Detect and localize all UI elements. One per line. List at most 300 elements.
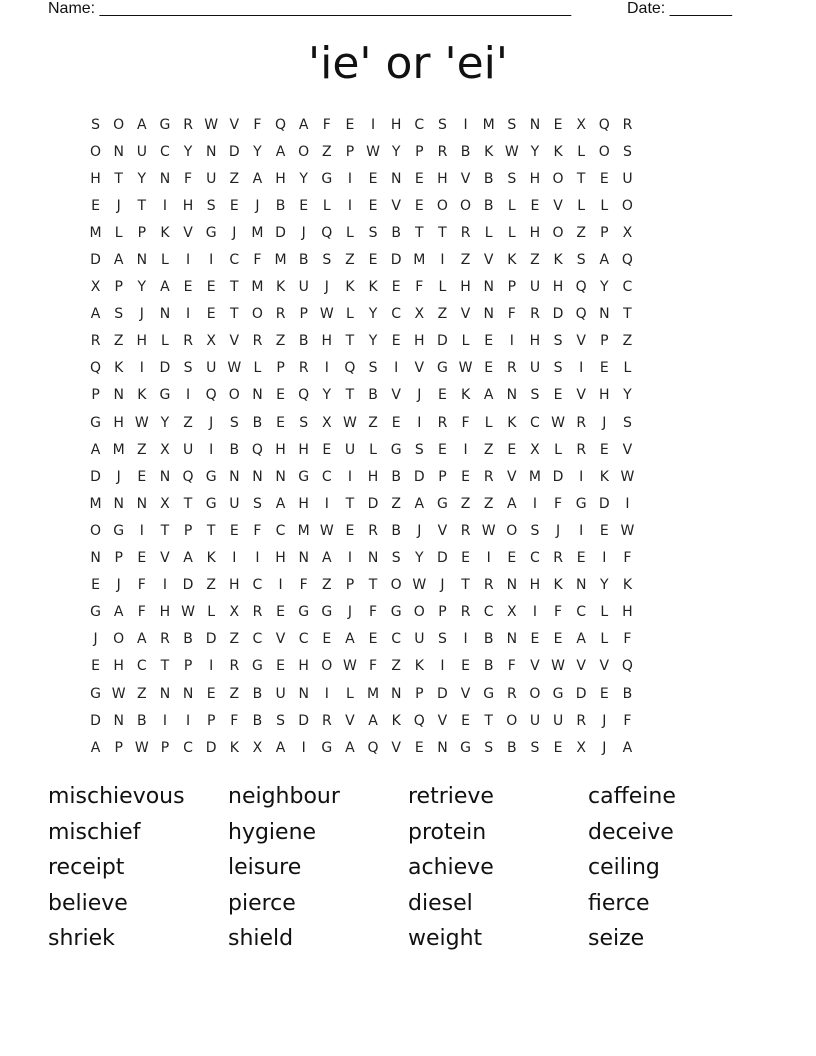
grid-letter: D — [205, 631, 217, 648]
grid-letter: J — [602, 414, 607, 431]
grid-letter: I — [162, 197, 167, 214]
grid-letter: S — [322, 252, 332, 269]
grid-letter: E — [229, 197, 239, 214]
grid-letter: N — [506, 387, 518, 404]
grid-letter: O — [113, 116, 125, 133]
word-list-column — [588, 779, 768, 957]
grid-letter: E — [599, 685, 609, 702]
grid-letter: P — [276, 360, 285, 377]
grid-letter: Y — [623, 387, 632, 404]
grid-letter: L — [623, 360, 632, 377]
grid-letter: Z — [460, 495, 471, 512]
grid-letter: A — [483, 387, 494, 404]
grid-letter: T — [160, 658, 170, 675]
grid-letter: H — [599, 387, 610, 404]
grid-letter: R — [576, 441, 587, 458]
grid-letter: X — [576, 739, 586, 756]
grid-letter: W — [134, 739, 149, 756]
grid-row — [84, 490, 732, 517]
grid-letter: Z — [368, 414, 378, 431]
grid-letter: K — [484, 143, 494, 160]
grid-letter: N — [205, 143, 217, 160]
grid-letter: T — [415, 224, 424, 241]
grid-letter: Q — [321, 224, 333, 241]
grid-letter: X — [507, 604, 517, 621]
grid-letter: E — [553, 631, 563, 648]
grid-row — [84, 219, 732, 246]
grid-letter: L — [507, 224, 516, 241]
grid-letter: E — [507, 550, 517, 567]
grid-letter: O — [506, 712, 518, 729]
grid-letter: S — [114, 306, 124, 323]
grid-letter: U — [298, 279, 309, 296]
grid-letter: I — [324, 495, 329, 512]
grid-letter: J — [232, 224, 237, 241]
grid-letter: K — [460, 387, 471, 404]
grid-letter: R — [437, 143, 448, 160]
grid-letter: P — [137, 224, 147, 241]
grid-letter: Y — [160, 414, 170, 431]
grid-letter: N — [252, 468, 263, 485]
grid-letter: C — [275, 522, 286, 539]
grid-letter: Z — [322, 577, 332, 594]
grid-letter: R — [437, 414, 448, 431]
grid-letter: E — [530, 197, 540, 214]
grid-letter: F — [507, 658, 516, 675]
grid-letter: N — [367, 550, 379, 567]
grid-letter: R — [90, 333, 101, 350]
grid-letter: E — [438, 387, 447, 404]
grid-letter: I — [463, 116, 468, 133]
grid-letter: N — [113, 712, 124, 729]
grid-letter: E — [276, 604, 285, 621]
grid-letter: E — [576, 550, 586, 567]
grid-letter: Z — [345, 252, 355, 269]
grid-letter: D — [552, 306, 564, 323]
grid-letter: Y — [253, 143, 262, 160]
grid-letter: N — [159, 685, 171, 702]
word-list-item: diesel — [408, 890, 473, 916]
grid-letter: H — [367, 468, 379, 485]
grid-letter: E — [599, 360, 609, 377]
grid-letter: L — [161, 252, 169, 269]
grid-letter: X — [160, 495, 170, 512]
grid-letter: I — [579, 360, 584, 377]
grid-letter: N — [113, 387, 124, 404]
grid-letter: Z — [391, 495, 401, 512]
grid-letter: E — [553, 739, 563, 756]
grid-letter: T — [484, 712, 493, 729]
grid-letter: G — [205, 468, 217, 485]
grid-letter: H — [321, 333, 333, 350]
grid-letter: G — [321, 739, 333, 756]
grid-letter: P — [345, 143, 355, 160]
name-field-label: Name: _____________________________________________________ — [48, 0, 572, 17]
grid-letter: X — [530, 441, 540, 458]
grid-letter: R — [576, 414, 587, 431]
grid-letter: Z — [137, 685, 147, 702]
grid-letter: R — [183, 333, 193, 350]
grid-letter: A — [113, 252, 124, 269]
grid-letter: B — [483, 658, 494, 675]
grid-letter: N — [483, 279, 494, 296]
grid-letter: I — [347, 197, 352, 214]
grid-letter: S — [553, 333, 563, 350]
grid-letter: L — [577, 143, 586, 160]
grid-letter: F — [137, 577, 146, 594]
grid-letter: V — [229, 116, 240, 133]
grid-letter: V — [553, 197, 563, 214]
word-list-item: shield — [228, 926, 294, 951]
grid-letter: Z — [137, 441, 147, 458]
grid-letter: G — [437, 495, 448, 512]
grid-letter: H — [113, 414, 124, 431]
grid-letter: H — [182, 197, 194, 214]
grid-letter: X — [90, 279, 101, 296]
grid-letter: S — [553, 360, 563, 377]
grid-letter: M — [274, 252, 287, 269]
grid-letter: S — [91, 116, 100, 133]
grid-letter: O — [298, 143, 310, 160]
grid-letter: D — [367, 495, 379, 512]
grid-letter: I — [625, 495, 630, 512]
grid-letter: A — [599, 252, 610, 269]
grid-letter: C — [391, 631, 402, 648]
grid-letter: B — [229, 441, 240, 458]
grid-letter: T — [461, 577, 470, 594]
word-list-item: retrieve — [408, 784, 494, 809]
grid-letter: I — [347, 170, 352, 187]
word-list-item: protein — [408, 819, 487, 845]
grid-letter: I — [209, 658, 214, 675]
grid-letter: M — [297, 522, 310, 539]
grid-letter: L — [484, 224, 493, 241]
grid-letter: R — [160, 631, 170, 648]
grid-letter: R — [460, 522, 471, 539]
grid-letter: T — [137, 197, 147, 214]
grid-letter: K — [275, 279, 286, 296]
grid-letter: K — [622, 577, 633, 594]
grid-letter: E — [299, 197, 309, 214]
grid-letter: V — [414, 360, 425, 377]
grid-letter: B — [298, 252, 309, 269]
grid-letter: E — [206, 685, 216, 702]
grid-letter: N — [483, 306, 494, 323]
grid-letter: A — [160, 279, 170, 296]
grid-letter: A — [90, 441, 101, 458]
grid-letter: T — [368, 577, 378, 594]
grid-letter: G — [252, 658, 263, 675]
word-list-item: mischievous — [48, 784, 185, 809]
grid-letter: M — [89, 495, 102, 512]
word-list-item: deceive — [588, 819, 674, 845]
grid-letter: U — [529, 712, 541, 729]
grid-letter: O — [413, 604, 425, 621]
grid-row — [84, 545, 732, 572]
word-list-item: hygiene — [228, 819, 317, 845]
grid-letter: P — [91, 387, 100, 404]
grid-letter: A — [622, 739, 633, 756]
grid-letter: C — [576, 604, 587, 621]
grid-letter: G — [390, 441, 402, 458]
grid-letter: C — [530, 550, 540, 567]
grid-letter: G — [205, 224, 217, 241]
grid-letter: J — [602, 739, 607, 756]
grid-letter: O — [436, 197, 448, 214]
grid-letter: I — [232, 550, 237, 567]
grid-letter: E — [438, 441, 447, 458]
word-search-grid — [84, 111, 732, 761]
grid-letter: H — [529, 224, 541, 241]
grid-letter: E — [206, 279, 216, 296]
grid-letter: S — [206, 197, 216, 214]
grid-letter: K — [553, 577, 563, 594]
grid-letter: C — [321, 468, 332, 485]
grid-row — [84, 680, 732, 707]
grid-letter: S — [183, 360, 193, 377]
grid-letter: L — [207, 604, 216, 621]
grid-letter: F — [369, 658, 378, 675]
grid-letter: H — [159, 604, 171, 621]
grid-letter: B — [298, 333, 309, 350]
grid-letter: E — [276, 658, 285, 675]
grid-letter: P — [114, 550, 123, 567]
grid-letter: J — [93, 631, 98, 648]
grid-letter: Q — [621, 252, 633, 269]
grid-letter: K — [206, 550, 216, 567]
grid-letter: B — [252, 712, 263, 729]
grid-letter: U — [275, 685, 286, 702]
grid-letter: L — [346, 224, 354, 241]
grid-letter: P — [114, 279, 123, 296]
grid-letter: J — [602, 712, 607, 729]
grid-letter: W — [458, 360, 473, 377]
grid-letter: L — [600, 631, 609, 648]
grid-letter: G — [460, 739, 471, 756]
grid-letter: T — [160, 522, 170, 539]
grid-letter: W — [504, 143, 519, 160]
grid-letter: S — [414, 441, 424, 458]
grid-letter: G — [159, 116, 171, 133]
grid-letter: N — [390, 170, 402, 187]
grid-letter: E — [461, 658, 470, 675]
grid-letter: K — [345, 279, 355, 296]
grid-letter: L — [600, 197, 609, 214]
grid-letter: A — [298, 116, 309, 133]
grid-letter: M — [367, 685, 380, 702]
grid-letter: V — [345, 712, 355, 729]
grid-letter: F — [253, 522, 262, 539]
grid-letter: L — [253, 360, 262, 377]
grid-letter: M — [89, 224, 102, 241]
grid-letter: Y — [322, 387, 332, 404]
grid-letter: P — [600, 224, 609, 241]
grid-letter: L — [369, 441, 377, 458]
grid-letter: W — [319, 522, 334, 539]
grid-letter: X — [622, 224, 633, 241]
grid-letter: J — [440, 577, 445, 594]
grid-letter: I — [602, 550, 607, 567]
grid-letter: W — [343, 414, 357, 431]
grid-letter: P — [600, 333, 609, 350]
grid-row — [84, 626, 732, 653]
grid-letter: S — [229, 414, 239, 431]
grid-letter: Z — [113, 333, 124, 350]
grid-letter: D — [159, 360, 171, 377]
grid-letter: R — [275, 306, 286, 323]
grid-letter: V — [460, 170, 471, 187]
grid-letter: V — [460, 306, 471, 323]
grid-letter: P — [183, 522, 193, 539]
grid-letter: I — [139, 360, 144, 377]
grid-row — [84, 707, 732, 734]
grid-letter: A — [137, 116, 147, 133]
grid-letter: W — [366, 143, 380, 160]
grid-letter: N — [229, 468, 240, 485]
grid-letter: R — [321, 712, 332, 729]
grid-letter: D — [575, 685, 587, 702]
grid-letter: K — [507, 414, 517, 431]
grid-letter: T — [230, 279, 239, 296]
grid-letter: R — [530, 306, 540, 323]
grid-letter: D — [275, 224, 286, 241]
grid-letter: Y — [368, 306, 378, 323]
grid-letter: S — [484, 739, 494, 756]
grid-letter: H — [460, 279, 471, 296]
grid-letter: W — [343, 658, 357, 675]
grid-letter: R — [622, 116, 633, 133]
grid-letter: W — [620, 468, 635, 485]
grid-letter: T — [438, 224, 447, 241]
grid-letter: E — [345, 522, 355, 539]
grid-letter: E — [206, 306, 216, 323]
grid-letter: S — [530, 739, 540, 756]
grid-letter: X — [576, 116, 586, 133]
grid-letter: R — [506, 360, 517, 377]
grid-letter: T — [576, 170, 586, 187]
grid-letter: B — [483, 197, 494, 214]
grid-letter: V — [391, 739, 401, 756]
grid-letter: V — [275, 631, 286, 648]
grid-letter: I — [185, 306, 191, 323]
grid-letter: F — [554, 604, 563, 621]
grid-letter: H — [390, 116, 402, 133]
grid-letter: C — [298, 631, 309, 648]
grid-letter: E — [599, 522, 609, 539]
grid-letter: C — [160, 143, 170, 160]
grid-row — [84, 653, 732, 680]
grid-letter: L — [507, 197, 516, 214]
grid-letter: J — [209, 414, 214, 431]
grid-row — [84, 572, 732, 599]
grid-letter: P — [507, 279, 517, 296]
word-list-item: believe — [48, 890, 128, 916]
grid-letter: U — [136, 143, 147, 160]
grid-row — [84, 409, 732, 436]
grid-letter: A — [90, 739, 101, 756]
grid-letter: R — [483, 577, 494, 594]
grid-row — [84, 436, 732, 463]
grid-row — [84, 599, 732, 626]
grid-letter: Z — [322, 143, 332, 160]
grid-letter: V — [576, 387, 586, 404]
grid-letter: G — [321, 170, 333, 187]
grid-letter: O — [390, 577, 402, 594]
grid-letter: O — [552, 224, 564, 241]
grid-letter: E — [530, 631, 540, 648]
grid-letter: G — [159, 387, 171, 404]
grid-letter: J — [347, 604, 352, 621]
grid-letter: N — [252, 387, 263, 404]
grid-letter: E — [461, 550, 470, 567]
grid-letter: C — [252, 577, 263, 594]
grid-letter: F — [230, 712, 239, 729]
grid-letter: Q — [298, 387, 310, 404]
grid-letter: E — [276, 414, 285, 431]
grid-letter: Z — [460, 252, 471, 269]
grid-letter: D — [298, 712, 310, 729]
grid-letter: D — [437, 333, 448, 350]
grid-letter: N — [298, 550, 309, 567]
grid-letter: G — [298, 604, 310, 621]
grid-letter: P — [438, 468, 447, 485]
grid-letter: K — [599, 468, 609, 485]
grid-row — [84, 165, 732, 192]
grid-letter: E — [391, 279, 401, 296]
grid-letter: D — [182, 577, 194, 594]
grid-letter: M — [482, 116, 495, 133]
grid-letter: G — [321, 604, 333, 621]
grid-letter: X — [206, 333, 216, 350]
grid-letter: L — [161, 333, 169, 350]
grid-letter: R — [460, 224, 471, 241]
grid-letter: Z — [229, 685, 240, 702]
word-list-item: achieve — [408, 855, 494, 880]
grid-letter: N — [437, 739, 448, 756]
grid-letter: H — [622, 604, 633, 621]
grid-letter: M — [413, 252, 426, 269]
grid-letter: I — [347, 468, 352, 485]
grid-letter: R — [183, 116, 193, 133]
grid-letter: V — [460, 685, 471, 702]
grid-letter: P — [114, 739, 123, 756]
grid-letter: S — [576, 252, 586, 269]
grid-letter: I — [347, 550, 352, 567]
grid-letter: E — [414, 739, 424, 756]
grid-letter: B — [507, 739, 517, 756]
grid-letter: B — [137, 712, 147, 729]
grid-letter: R — [460, 604, 471, 621]
grid-letter: W — [204, 116, 219, 133]
grid-letter: K — [414, 658, 424, 675]
grid-letter: B — [460, 143, 471, 160]
grid-letter: K — [368, 279, 378, 296]
grid-letter: I — [324, 360, 329, 377]
word-list-item: ceiling — [588, 855, 660, 880]
grid-letter: F — [554, 495, 563, 512]
grid-letter: A — [368, 712, 378, 729]
grid-letter: J — [116, 197, 121, 214]
grid-letter: X — [252, 739, 263, 756]
grid-letter: H — [275, 550, 286, 567]
grid-row — [84, 355, 732, 382]
grid-letter: Q — [275, 116, 287, 133]
grid-letter: G — [90, 604, 101, 621]
grid-row — [84, 111, 732, 138]
grid-letter: R — [368, 522, 378, 539]
grid-letter: E — [276, 387, 285, 404]
grid-letter: V — [599, 658, 610, 675]
